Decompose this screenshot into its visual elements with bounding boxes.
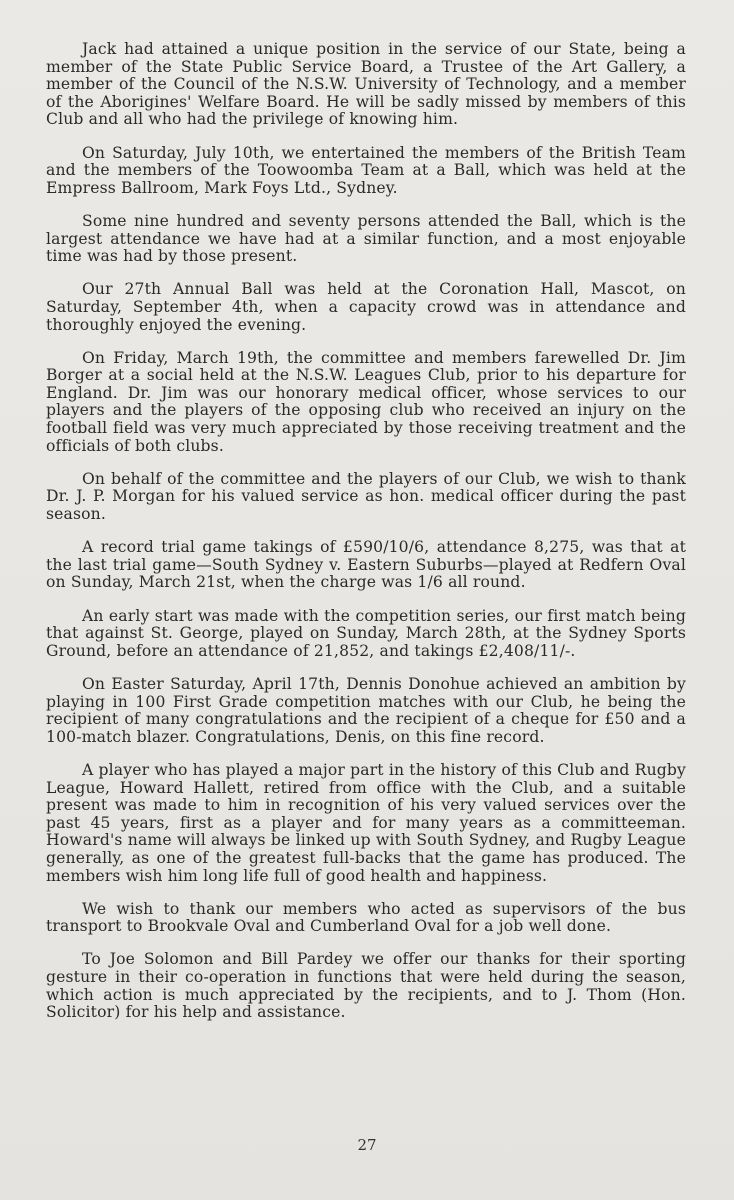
paragraph-11: We wish to thank our members who acted as supervisors of the bus transport to Brookvale Oval and Cumberland Oval for a job well done. <box>46 899 686 936</box>
paragraph-2: On Saturday, July 10th, we entertained the members of the British Team and the members of the Toowoomba Team at a Ball, which was held at the Empress Ballroom, Mark Foys Ltd., Sydney. <box>46 143 686 197</box>
paragraph-9: On Easter Saturday, April 17th, Dennis Donohue achieved an ambition by playing in 100 First Grade competition matches with our Club, he being the recipient of many congratulations and the recipient of a cheque for £50 and a 100-match blazer. Congratulations, Denis, on this fine record. <box>46 674 686 746</box>
page-number: 27 <box>357 1136 377 1154</box>
paragraph-4: Our 27th Annual Ball was held at the Coronation Hall, Mascot, on Saturday, September 4th, when a capacity crowd was in attendance and thoroughly enjoyed the evening. <box>46 280 686 334</box>
paragraph-5: On Friday, March 19th, the committee and members farewelled Dr. Jim Borger at a social held at the N.S.W. Leagues Club, prior to his departure for England. Dr. Jim was our honorary medical officer, whose services to our players and the players of the opposing club who received an injury on the football field was very much appreciated by those receiving treatment and the officials of both clubs. <box>46 348 686 455</box>
paragraph-12: To Joe Solomon and Bill Pardey we offer our thanks for their sporting gesture in their co-operation in functions that were held during the season, which action is much appreciated by the recipients, and to J. Thom (Hon. Solicitor) for his help and assistance. <box>46 950 686 1022</box>
paragraph-8: An early start was made with the competition series, our first match being that against St. George, played on Sunday, March 28th, at the Sydney Sports Ground, before an attendance of 21,852, and takings £2,408/11/-. <box>46 606 686 660</box>
paragraph-1: Jack had attained a unique position in the service of our State, being a member of the State Public Service Board, a Trustee of the Art Gallery, a member of the Council of the N.S.W. University of Technology, and a member of the Aborigines' Welfare Board. He will be sadly missed by members of this Club and all who had the privilege of knowing him. <box>46 40 686 129</box>
paragraph-6: On behalf of the committee and the players of our Club, we wish to thank Dr. J. P. Morgan for his valued service as hon. medical officer during the past season. <box>46 469 686 524</box>
body-text <box>46 41 686 1037</box>
paragraph-10: A player who has played a major part in the history of this Club and Rugby League, Howard Hallett, retired from office with the Club, and a suitable present was made to him in recognition of his very valued services over the past 45 years, first as a player and for many years as a committeeman. Howard's name will always be linked up with South Sydney, and Rugby League generally, as one of the greatest full-backs that the game has produced. The members wish him long life full of good health and happiness. <box>46 760 686 885</box>
paragraph-3: Some nine hundred and seventy persons attended the Ball, which is the largest attendance we have had at a similar function, and a most enjoyable time was had by those present. <box>46 211 686 266</box>
paragraph-7: A record trial game takings of £590/10/6, attendance 8,275, was that at the last trial game—South Sydney v. Eastern Suburbs—played at Redfern Oval on Sunday, March 21st, when the charge was 1/6 all round. <box>46 538 686 592</box>
